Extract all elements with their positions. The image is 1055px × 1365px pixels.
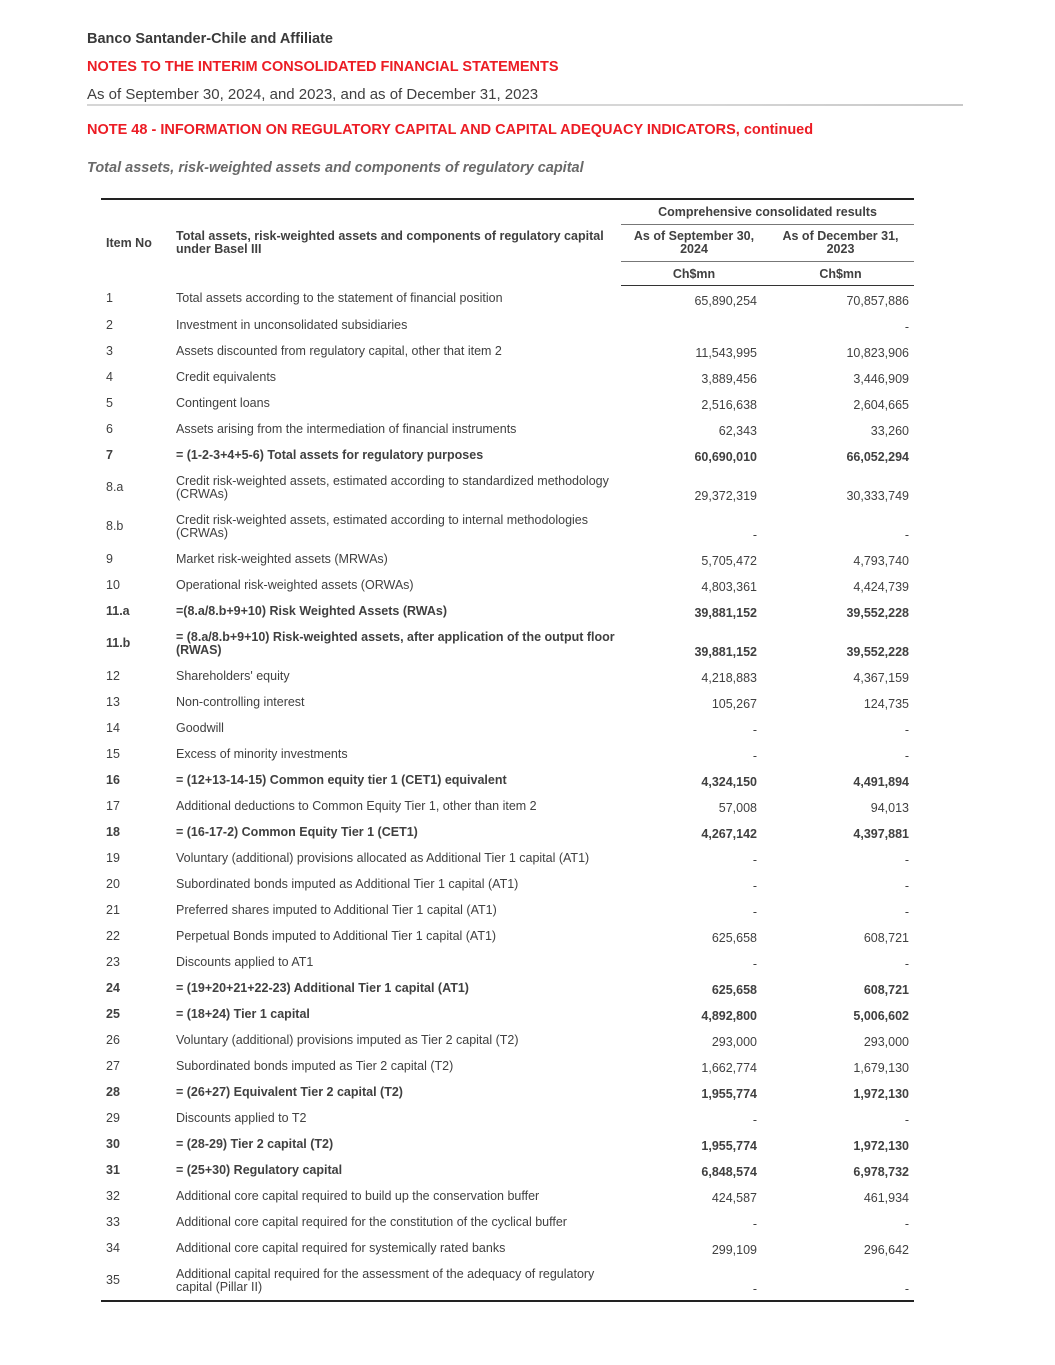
regulatory-capital-table — [101, 198, 914, 1302]
table-row — [101, 338, 914, 364]
value-sep-2024: - — [621, 1261, 767, 1301]
company-name: Banco Santander-Chile and Affiliate — [87, 31, 333, 47]
item-description: Discounts applied to T2 — [176, 1110, 307, 1125]
table-row — [101, 312, 914, 338]
value-sep-2024: - — [752, 879, 757, 893]
item-description: Goodwill — [176, 720, 224, 735]
value-sep-2024: 293,000 — [711, 1035, 757, 1049]
item-number: 10 — [106, 577, 120, 592]
table-header — [101, 199, 914, 286]
value-dec-2023: - — [904, 723, 909, 737]
item-description: = (28-29) Tier 2 capital (T2) — [176, 1136, 334, 1151]
value-dec-2023: - — [904, 749, 909, 763]
description-header: Total assets, risk-weighted assets and components of regulatory capital under Basel III — [171, 199, 621, 286]
table-row — [101, 1157, 914, 1183]
value-sep-2024: 4,803,361 — [701, 580, 757, 594]
item-description: = (19+20+21+22-23) Additional Tier 1 capital (AT1) — [176, 980, 469, 995]
value-dec-2023: 10,823,906 — [846, 346, 909, 360]
item-number: 3 — [106, 343, 113, 358]
value-dec-2023: - — [904, 1217, 909, 1231]
value-sep-2024: 1,955,774 — [701, 1139, 757, 1153]
table-row — [101, 689, 914, 715]
item-number: 16 — [106, 772, 120, 787]
item-description: Credit risk-weighted assets, estimated according to internal methodologies (CRWAs) — [176, 512, 589, 540]
value-sep-2024: - — [752, 528, 757, 542]
unit-label: Ch$mn — [767, 262, 914, 286]
item-number: 28 — [106, 1084, 120, 1099]
table-row — [101, 364, 914, 390]
value-sep-2024: 62,343 — [718, 424, 757, 438]
value-sep-2024: 29,372,319 — [694, 489, 757, 503]
item-number: 35 — [101, 1261, 171, 1301]
value-dec-2023: - — [904, 957, 909, 971]
value-dec-2023: 70,857,886 — [846, 294, 909, 308]
value-sep-2024: - — [752, 853, 757, 867]
value-dec-2023: 4,424,739 — [853, 580, 909, 594]
item-number: 7 — [106, 447, 113, 462]
table-row — [101, 1079, 914, 1105]
table-row — [101, 663, 914, 689]
value-dec-2023: - — [904, 1113, 909, 1127]
item-number: 13 — [106, 694, 120, 709]
table-row — [101, 1053, 914, 1079]
item-number: 23 — [106, 954, 120, 969]
value-sep-2024: 4,218,883 — [701, 671, 757, 685]
value-sep-2024 — [621, 312, 767, 338]
item-description: Voluntary (additional) provisions allocated as Additional Tier 1 capital (AT1) — [176, 850, 590, 865]
unit-label: Ch$mn — [621, 262, 767, 286]
item-description: Perpetual Bonds imputed to Additional Tier 1 capital (AT1) — [176, 928, 497, 943]
value-sep-2024: - — [752, 1113, 757, 1127]
value-dec-2023: 33,260 — [870, 424, 909, 438]
column-dec-2023-header: As of December 31, 2023 — [767, 225, 914, 262]
item-number: 8.b — [106, 519, 124, 533]
note-title: NOTE 48 - INFORMATION ON REGULATORY CAPITAL AND CAPITAL ADEQUACY INDICATORS, continued — [87, 122, 814, 138]
value-dec-2023: 2,604,665 — [853, 398, 909, 412]
value-dec-2023: 293,000 — [863, 1035, 909, 1049]
item-description: Voluntary (additional) provisions imputed as Tier 2 capital (T2) — [176, 1032, 519, 1047]
item-number: 33 — [106, 1214, 120, 1229]
item-number: 21 — [106, 902, 120, 917]
item-number: 12 — [106, 668, 120, 683]
item-number: 34 — [106, 1240, 120, 1255]
item-description: Investment in unconsolidated subsidiaries — [176, 317, 408, 332]
item-number: 31 — [106, 1162, 120, 1177]
item-description: Preferred shares imputed to Additional Tier 1 capital (AT1) — [176, 902, 497, 917]
item-description: = (16-17-2) Common Equity Tier 1 (CET1) — [176, 824, 418, 839]
table-row — [101, 598, 914, 624]
value-dec-2023: - — [904, 879, 909, 893]
item-description: Operational risk-weighted assets (ORWAs) — [176, 577, 414, 592]
item-number: 27 — [106, 1058, 120, 1073]
value-sep-2024: - — [752, 905, 757, 919]
item-number: 26 — [106, 1032, 120, 1047]
item-description: Assets discounted from regulatory capital, other that item 2 — [176, 343, 502, 358]
item-description: Contingent loans — [176, 395, 270, 410]
value-dec-2023: 4,367,159 — [853, 671, 909, 685]
item-description: =(8.a/8.b+9+10) Risk Weighted Assets (RWAs) — [176, 603, 448, 618]
table-row — [101, 390, 914, 416]
item-number: 18 — [106, 824, 120, 839]
table-row — [101, 546, 914, 572]
table-row — [101, 793, 914, 819]
item-description: Additional deductions to Common Equity Tier 1, other than item 2 — [176, 798, 537, 813]
item-description: Additional core capital required for the constitution of the cyclical buffer — [176, 1214, 567, 1229]
table-row — [101, 1105, 914, 1131]
item-description: = (1-2-3+4+5-6) Total assets for regulatory purposes — [176, 447, 484, 462]
item-description: Market risk-weighted assets (MRWAs) — [176, 551, 388, 566]
value-dec-2023: 124,735 — [863, 697, 909, 711]
header-divider — [87, 104, 963, 106]
table-row — [101, 1209, 914, 1235]
table-row — [101, 897, 914, 923]
section-title: Total assets, risk-weighted assets and components of regulatory capital — [87, 160, 584, 176]
table-row — [101, 715, 914, 741]
value-dec-2023: 608,721 — [863, 931, 909, 945]
value-sep-2024: 299,109 — [711, 1243, 757, 1257]
table-row — [101, 819, 914, 845]
item-description: = (18+24) Tier 1 capital — [176, 1006, 310, 1021]
value-dec-2023: 66,052,294 — [846, 450, 909, 464]
table-row — [101, 507, 914, 546]
item-description: Total assets according to the statement of financial position — [176, 291, 503, 306]
value-sep-2024: 625,658 — [711, 983, 757, 997]
item-description: Non-controlling interest — [176, 694, 305, 709]
value-sep-2024: 39,881,152 — [694, 645, 757, 659]
value-dec-2023: 94,013 — [870, 801, 909, 815]
item-number: 22 — [106, 928, 120, 943]
item-description: Discounts applied to AT1 — [176, 954, 314, 969]
value-dec-2023: 4,793,740 — [853, 554, 909, 568]
group-header: Comprehensive consolidated results — [621, 199, 914, 225]
value-sep-2024: 105,267 — [711, 697, 757, 711]
table-row — [101, 949, 914, 975]
item-description: Shareholders' equity — [176, 668, 290, 683]
table-row — [101, 871, 914, 897]
value-sep-2024: 39,881,152 — [694, 606, 757, 620]
item-description: Subordinated bonds imputed as Tier 2 capital (T2) — [176, 1058, 454, 1073]
value-dec-2023: - — [767, 1261, 914, 1301]
value-sep-2024: 424,587 — [711, 1191, 757, 1205]
item-description: Credit risk-weighted assets, estimated according to standardized methodology (CRWAs) — [176, 473, 609, 501]
item-description: = (26+27) Equivalent Tier 2 capital (T2) — [176, 1084, 403, 1099]
value-dec-2023: 3,446,909 — [853, 372, 909, 386]
table-row — [101, 1001, 914, 1027]
item-number: 17 — [106, 798, 120, 813]
item-number: 5 — [106, 395, 113, 410]
item-number: 20 — [106, 876, 120, 891]
item-number: 25 — [106, 1006, 120, 1021]
table-row — [101, 741, 914, 767]
value-sep-2024: 4,324,150 — [701, 775, 757, 789]
value-dec-2023: 461,934 — [863, 1191, 909, 1205]
value-dec-2023: 39,552,228 — [846, 645, 909, 659]
item-number: 4 — [106, 369, 113, 384]
item-description: = (25+30) Regulatory capital — [176, 1162, 343, 1177]
value-dec-2023: 4,491,894 — [853, 775, 909, 789]
item-number: 15 — [106, 746, 120, 761]
value-sep-2024: - — [752, 1217, 757, 1231]
value-sep-2024: - — [752, 723, 757, 737]
value-dec-2023: 5,006,602 — [853, 1009, 909, 1023]
value-sep-2024: 5,705,472 — [701, 554, 757, 568]
item-number: 1 — [106, 291, 113, 306]
table-row — [101, 286, 914, 313]
value-dec-2023: - — [904, 905, 909, 919]
value-sep-2024: 1,662,774 — [701, 1061, 757, 1075]
item-number: 2 — [106, 317, 113, 332]
item-no-header: Item No — [101, 199, 171, 286]
item-description: Additional core capital required for systemically rated banks — [176, 1240, 506, 1255]
value-sep-2024: 1,955,774 — [701, 1087, 757, 1101]
item-number: 9 — [106, 551, 113, 566]
value-sep-2024: 65,890,254 — [694, 294, 757, 308]
item-description: Excess of minority investments — [176, 746, 348, 761]
value-sep-2024: 3,889,456 — [701, 372, 757, 386]
value-sep-2024: - — [752, 749, 757, 763]
table-row — [101, 468, 914, 507]
table-row — [101, 442, 914, 468]
item-description: Additional core capital required to build up the conservation buffer — [176, 1188, 540, 1203]
item-description: = (8.a/8.b+9+10) Risk-weighted assets, after application of the output floor (RWAS) — [176, 629, 615, 657]
notes-title: NOTES TO THE INTERIM CONSOLIDATED FINANCIAL STATEMENTS — [87, 59, 559, 75]
value-dec-2023: 296,642 — [863, 1243, 909, 1257]
item-number: 11.b — [106, 636, 131, 650]
item-number: 30 — [106, 1136, 120, 1151]
item-description: Subordinated bonds imputed as Additional Tier 1 capital (AT1) — [176, 876, 519, 891]
value-dec-2023: 1,679,130 — [853, 1061, 909, 1075]
value-dec-2023: 39,552,228 — [846, 606, 909, 620]
item-number: 24 — [106, 980, 120, 995]
item-number: 32 — [106, 1188, 120, 1203]
table-row — [101, 845, 914, 871]
item-number: 29 — [106, 1110, 120, 1125]
value-sep-2024: - — [752, 957, 757, 971]
value-dec-2023: - — [904, 528, 909, 542]
value-sep-2024: 4,892,800 — [701, 1009, 757, 1023]
column-sep-2024-header: As of September 30, 2024 — [621, 225, 767, 262]
item-description: = (12+13-14-15) Common equity tier 1 (CET1) equivalent — [176, 772, 507, 787]
value-dec-2023: - — [904, 320, 909, 334]
item-number: 14 — [106, 720, 120, 735]
item-number: 8.a — [106, 480, 124, 494]
table-body — [101, 286, 914, 1302]
table-row — [101, 416, 914, 442]
value-sep-2024: 11,543,995 — [695, 346, 757, 360]
value-dec-2023: 1,972,130 — [853, 1139, 909, 1153]
value-sep-2024: 625,658 — [711, 931, 757, 945]
table-row — [101, 767, 914, 793]
table-row — [101, 572, 914, 598]
value-sep-2024: 57,008 — [718, 801, 757, 815]
item-number: 19 — [106, 850, 120, 865]
period-subtitle: As of September 30, 2024, and 2023, and as of December 31, 2023 — [87, 86, 539, 103]
table-row — [101, 1027, 914, 1053]
value-sep-2024: 2,516,638 — [701, 398, 757, 412]
value-dec-2023: - — [904, 853, 909, 867]
item-description: Assets arising from the intermediation of financial instruments — [176, 421, 517, 436]
table-row — [101, 1261, 914, 1301]
value-sep-2024: 60,690,010 — [694, 450, 757, 464]
item-description: Credit equivalents — [176, 369, 277, 384]
table-row — [101, 1183, 914, 1209]
value-dec-2023: 30,333,749 — [846, 489, 909, 503]
table-row — [101, 1235, 914, 1261]
table-row — [101, 624, 914, 663]
value-sep-2024: 4,267,142 — [701, 827, 757, 841]
value-dec-2023: 608,721 — [863, 983, 909, 997]
item-number: 6 — [106, 421, 113, 436]
value-dec-2023: 1,972,130 — [853, 1087, 909, 1101]
table-row — [101, 975, 914, 1001]
value-sep-2024: 6,848,574 — [701, 1165, 757, 1179]
table-row — [101, 1131, 914, 1157]
item-number: 11.a — [106, 603, 130, 618]
item-description: Additional capital required for the assessment of the adequacy of regulatory capital (Pillar II) — [171, 1261, 621, 1301]
value-dec-2023: 6,978,732 — [853, 1165, 909, 1179]
table-row — [101, 923, 914, 949]
value-dec-2023: 4,397,881 — [853, 827, 909, 841]
